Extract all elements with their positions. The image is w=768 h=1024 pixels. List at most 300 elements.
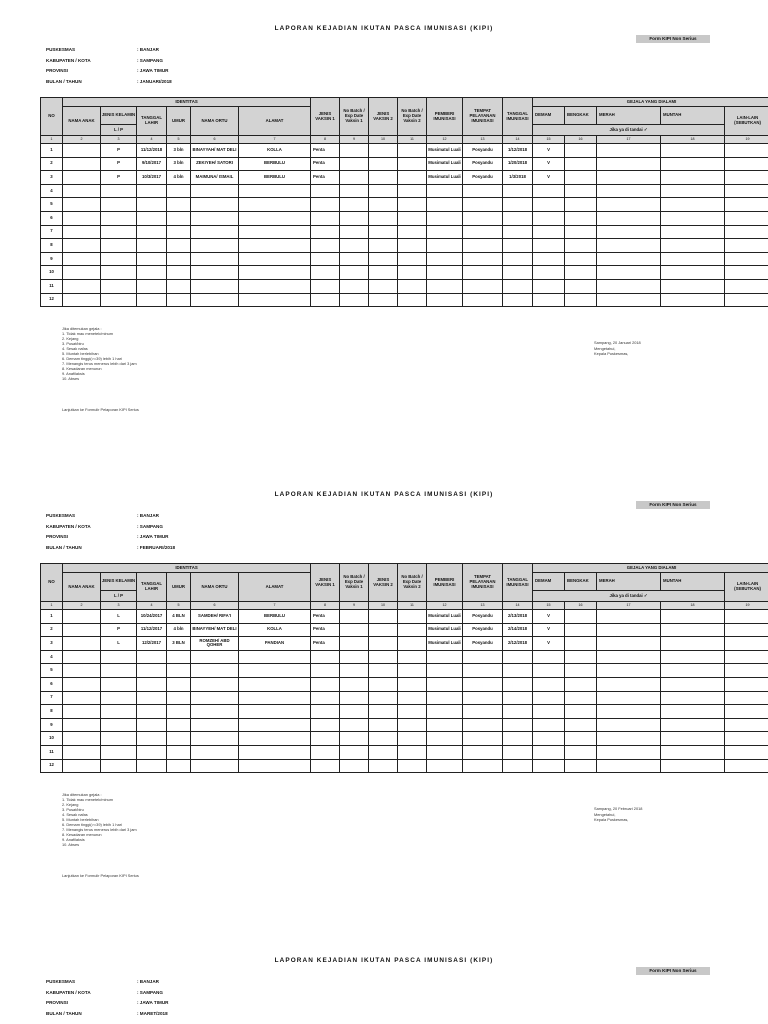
no-batch-1-cell	[340, 745, 369, 759]
tanggal-imunisasi-cell: 1/3/2018	[503, 171, 533, 185]
tanggal-lahir-cell	[137, 664, 167, 678]
muntah-cell	[661, 225, 725, 239]
signature-block	[594, 340, 641, 357]
nama-ortu-cell	[191, 198, 239, 212]
nama-anak-cell	[63, 198, 101, 212]
row-number: 9	[41, 718, 63, 732]
umur-cell	[167, 705, 191, 719]
column-number: 13	[463, 136, 503, 144]
bengkak-cell	[565, 759, 597, 773]
meta-value-puskesmas: : BANJAR	[137, 979, 159, 984]
tempat-cell: Posyandu	[463, 623, 503, 637]
nama-ortu-cell: ROMZEH/ ABD QOHER	[191, 637, 239, 651]
pemberi-cell	[427, 198, 463, 212]
muntah-cell	[661, 677, 725, 691]
lp-cell: P	[101, 623, 137, 637]
muntah-cell	[661, 705, 725, 719]
header-no: NO	[41, 98, 63, 136]
nama-ortu-cell	[191, 239, 239, 253]
column-number: 7	[239, 602, 311, 610]
header-pemberi: PEMBERI IMUNISASI	[427, 564, 463, 602]
note-line: 7. Menangis terus menerus lebih dari 3 jam	[62, 361, 137, 367]
column-number: 14	[503, 602, 533, 610]
tanggal-imunisasi-cell	[503, 732, 533, 746]
merah-cell	[597, 623, 661, 637]
header-demam: DEMAM	[533, 573, 565, 591]
demam-cell	[533, 184, 565, 198]
jenis-vaksin-1-cell	[311, 705, 340, 719]
jenis-vaksin-1-cell	[311, 211, 340, 225]
no-batch-1-cell	[340, 718, 369, 732]
tanggal-imunisasi-cell: 2/12/2018	[503, 637, 533, 651]
alamat-cell	[239, 293, 311, 307]
report-page-march	[0, 932, 768, 1024]
tempat-cell	[463, 252, 503, 266]
no-batch-2-cell	[398, 650, 427, 664]
lain-lain-cell	[725, 664, 768, 678]
table-row	[41, 198, 768, 212]
alamat-cell: KOLLA	[239, 623, 311, 637]
tanggal-lahir-cell	[137, 745, 167, 759]
demam-cell	[533, 225, 565, 239]
table-row	[41, 239, 768, 253]
nama-ortu-cell	[191, 266, 239, 280]
merah-cell	[597, 266, 661, 280]
tanggal-lahir-cell	[137, 650, 167, 664]
nama-ortu-cell	[191, 650, 239, 664]
table-row	[41, 225, 768, 239]
nama-anak-cell	[63, 211, 101, 225]
tanggal-imunisasi-cell	[503, 664, 533, 678]
alamat-cell	[239, 677, 311, 691]
demam-cell	[533, 266, 565, 280]
pemberi-cell	[427, 691, 463, 705]
alamat-cell	[239, 745, 311, 759]
column-number: 18	[661, 136, 725, 144]
umur-cell: 3 BLN	[167, 637, 191, 651]
pemberi-cell: Musimatul Luali	[427, 623, 463, 637]
muntah-cell	[661, 279, 725, 293]
nama-anak-cell	[63, 637, 101, 651]
tanggal-lahir-cell	[137, 718, 167, 732]
header-alamat: ALAMAT	[239, 107, 311, 136]
kipi-table	[40, 97, 768, 307]
muntah-cell	[661, 266, 725, 280]
column-number: 16	[565, 136, 597, 144]
lain-lain-cell	[725, 266, 768, 280]
bengkak-cell	[565, 691, 597, 705]
jenis-vaksin-1-cell: Penta	[311, 623, 340, 637]
tanggal-imunisasi-cell	[503, 745, 533, 759]
tanggal-imunisasi-cell	[503, 239, 533, 253]
tanggal-imunisasi-cell	[503, 759, 533, 773]
column-number: 6	[191, 602, 239, 610]
pemberi-cell	[427, 293, 463, 307]
tanggal-lahir-cell	[137, 759, 167, 773]
tanggal-imunisasi-cell	[503, 184, 533, 198]
no-batch-2-cell	[398, 293, 427, 307]
lp-cell	[101, 650, 137, 664]
jenis-vaksin-1-cell	[311, 691, 340, 705]
jenis-vaksin-2-cell	[369, 211, 398, 225]
table-row	[41, 718, 768, 732]
bengkak-cell	[565, 266, 597, 280]
column-number: 19	[725, 602, 768, 610]
table-row	[41, 759, 768, 773]
row-number: 9	[41, 252, 63, 266]
tempat-cell	[463, 745, 503, 759]
tempat-cell	[463, 293, 503, 307]
merah-cell	[597, 732, 661, 746]
lp-cell: P	[101, 157, 137, 171]
jenis-vaksin-2-cell	[369, 225, 398, 239]
nama-anak-cell	[63, 718, 101, 732]
tempat-cell	[463, 225, 503, 239]
tanggal-lahir-cell	[137, 732, 167, 746]
header-jika-ya: Jika ya di tandai ✓	[533, 591, 725, 602]
header-tanggal-lahir: TANGGAL LAHIR	[137, 573, 167, 602]
nama-ortu-cell	[191, 718, 239, 732]
muntah-cell	[661, 745, 725, 759]
pemberi-cell	[427, 252, 463, 266]
note-line: 3. Pusat/biru	[62, 341, 84, 347]
bengkak-cell	[565, 623, 597, 637]
meta-value-puskesmas: : BANJAR	[137, 513, 159, 518]
demam-cell	[533, 759, 565, 773]
muntah-cell	[661, 252, 725, 266]
lp-cell: P	[101, 171, 137, 185]
tanggal-lahir-cell	[137, 239, 167, 253]
bengkak-cell	[565, 252, 597, 266]
header-jenis-vaksin-1: JENIS VAKSIN 1	[311, 98, 340, 136]
alamat-cell	[239, 239, 311, 253]
column-number: 12	[427, 136, 463, 144]
note-line: 5. Muntah berlebihan	[62, 351, 99, 357]
nama-ortu-cell	[191, 252, 239, 266]
merah-cell	[597, 664, 661, 678]
nama-anak-cell	[63, 239, 101, 253]
pemberi-cell: Musimatul Luali	[427, 157, 463, 171]
header-lp: L / P	[101, 125, 137, 136]
column-number: 3	[101, 136, 137, 144]
meta-label-provinsi: PROVINSI	[46, 68, 68, 73]
column-number: 12	[427, 602, 463, 610]
header-merah: MERAH	[597, 107, 661, 125]
umur-cell	[167, 650, 191, 664]
tanggal-imunisasi-cell	[503, 718, 533, 732]
form-badge: Form KIPI Non Serius	[636, 501, 710, 509]
lain-lain-cell	[725, 239, 768, 253]
muntah-cell	[661, 211, 725, 225]
nama-ortu-cell	[191, 732, 239, 746]
meta-label-provinsi: PROVINSI	[46, 1000, 68, 1005]
row-number: 10	[41, 266, 63, 280]
bengkak-cell	[565, 239, 597, 253]
tanggal-lahir-cell: 9/10/2017	[137, 157, 167, 171]
demam-cell: V	[533, 610, 565, 624]
no-batch-2-cell	[398, 239, 427, 253]
table-row	[41, 252, 768, 266]
pemberi-cell: Musimatul Luali	[427, 171, 463, 185]
jenis-vaksin-1-cell	[311, 650, 340, 664]
row-number: 1	[41, 144, 63, 158]
merah-cell	[597, 225, 661, 239]
header-identitas: IDENTITAS	[63, 98, 311, 107]
table-row	[41, 171, 768, 185]
no-batch-1-cell	[340, 157, 369, 171]
merah-cell	[597, 705, 661, 719]
nama-anak-cell	[63, 745, 101, 759]
muntah-cell	[661, 623, 725, 637]
report-meta	[46, 47, 306, 89]
nama-ortu-cell	[191, 691, 239, 705]
table-row	[41, 705, 768, 719]
no-batch-1-cell	[340, 732, 369, 746]
umur-cell	[167, 279, 191, 293]
signature-block	[594, 806, 642, 823]
jenis-vaksin-2-cell	[369, 144, 398, 158]
row-number: 2	[41, 623, 63, 637]
lain-lain-cell	[725, 718, 768, 732]
merah-cell	[597, 157, 661, 171]
lain-lain-cell	[725, 610, 768, 624]
meta-label-provinsi: PROVINSI	[46, 534, 68, 539]
jenis-vaksin-2-cell	[369, 718, 398, 732]
lp-cell: L	[101, 637, 137, 651]
no-batch-2-cell	[398, 705, 427, 719]
lain-lain-cell	[725, 745, 768, 759]
table-row	[41, 266, 768, 280]
column-number: 3	[101, 602, 137, 610]
lp-cell: L	[101, 610, 137, 624]
alamat-cell	[239, 198, 311, 212]
muntah-cell	[661, 664, 725, 678]
table-row	[41, 279, 768, 293]
lp-cell	[101, 211, 137, 225]
no-batch-1-cell	[340, 266, 369, 280]
jenis-vaksin-2-cell	[369, 239, 398, 253]
meta-value-provinsi: : JAWA TIMUR	[137, 68, 169, 73]
row-number: 2	[41, 157, 63, 171]
no-batch-2-cell	[398, 745, 427, 759]
muntah-cell	[661, 691, 725, 705]
lp-cell	[101, 677, 137, 691]
column-number: 4	[137, 602, 167, 610]
row-number: 4	[41, 184, 63, 198]
muntah-cell	[661, 650, 725, 664]
pemberi-cell	[427, 718, 463, 732]
nama-anak-cell	[63, 171, 101, 185]
jenis-vaksin-1-cell	[311, 718, 340, 732]
lp-cell	[101, 691, 137, 705]
column-number: 18	[661, 602, 725, 610]
umur-cell	[167, 211, 191, 225]
jenis-vaksin-2-cell	[369, 184, 398, 198]
nama-ortu-cell	[191, 705, 239, 719]
header-tempat: TEMPAT PELAYANAN IMUNISASI	[463, 564, 503, 602]
row-number: 12	[41, 293, 63, 307]
bengkak-cell	[565, 293, 597, 307]
column-number: 7	[239, 136, 311, 144]
row-number: 1	[41, 610, 63, 624]
header-jenis-kelamin: JENIS KELAMIN	[101, 573, 137, 591]
merah-cell	[597, 211, 661, 225]
pemberi-cell	[427, 266, 463, 280]
column-number: 8	[311, 602, 340, 610]
column-number: 9	[340, 136, 369, 144]
no-batch-2-cell	[398, 623, 427, 637]
bengkak-cell	[565, 198, 597, 212]
tanggal-imunisasi-cell	[503, 650, 533, 664]
umur-cell: 4 BLN	[167, 610, 191, 624]
umur-cell	[167, 198, 191, 212]
umur-cell	[167, 239, 191, 253]
demam-cell	[533, 664, 565, 678]
header-nama-anak: NAMA ANAK	[63, 107, 101, 136]
table-row	[41, 691, 768, 705]
nama-ortu-cell	[191, 211, 239, 225]
bengkak-cell	[565, 732, 597, 746]
pemberi-cell: Musimatul Luali	[427, 637, 463, 651]
kipi-table	[40, 563, 768, 773]
pemberi-cell	[427, 239, 463, 253]
demam-cell: V	[533, 623, 565, 637]
header-jenis-vaksin-2: JENIS VAKSIN 2	[369, 98, 398, 136]
tanggal-lahir-cell: 10/24/2017	[137, 610, 167, 624]
demam-cell	[533, 705, 565, 719]
meta-label-puskesmas: PUSKESMAS	[46, 979, 76, 984]
bengkak-cell	[565, 637, 597, 651]
lp-cell	[101, 279, 137, 293]
alamat-cell	[239, 732, 311, 746]
tanggal-imunisasi-cell: 2/14/2018	[503, 623, 533, 637]
nama-ortu-cell	[191, 293, 239, 307]
header-bengkak: BENGKAK	[565, 573, 597, 591]
muntah-cell	[661, 718, 725, 732]
pemberi-cell	[427, 211, 463, 225]
jenis-vaksin-1-cell	[311, 293, 340, 307]
row-number: 7	[41, 691, 63, 705]
no-batch-2-cell	[398, 718, 427, 732]
header-gejala: GEJALA YANG DIALAMI	[533, 98, 768, 107]
nama-anak-cell	[63, 293, 101, 307]
nama-ortu-cell: SAMDEH/ RIFA'I	[191, 610, 239, 624]
row-number: 8	[41, 239, 63, 253]
demam-cell	[533, 198, 565, 212]
jenis-vaksin-2-cell	[369, 664, 398, 678]
jenis-vaksin-2-cell	[369, 252, 398, 266]
no-batch-2-cell	[398, 677, 427, 691]
merah-cell	[597, 610, 661, 624]
bengkak-cell	[565, 705, 597, 719]
jenis-vaksin-2-cell	[369, 198, 398, 212]
pemberi-cell	[427, 677, 463, 691]
merah-cell	[597, 745, 661, 759]
demam-cell	[533, 239, 565, 253]
jenis-vaksin-1-cell: Penta	[311, 157, 340, 171]
tempat-cell: Posyandu	[463, 144, 503, 158]
alamat-cell	[239, 225, 311, 239]
tempat-cell	[463, 677, 503, 691]
jenis-vaksin-2-cell	[369, 650, 398, 664]
tanggal-imunisasi-cell: 1/12/2018	[503, 144, 533, 158]
no-batch-2-cell	[398, 610, 427, 624]
tanggal-imunisasi-cell	[503, 198, 533, 212]
form-badge: Form KIPI Non Serius	[636, 35, 710, 43]
jenis-vaksin-2-cell	[369, 745, 398, 759]
umur-cell	[167, 745, 191, 759]
no-batch-1-cell	[340, 239, 369, 253]
bengkak-cell	[565, 144, 597, 158]
jenis-vaksin-1-cell	[311, 266, 340, 280]
header-jenis-vaksin-2: JENIS VAKSIN 2	[369, 564, 398, 602]
muntah-cell	[661, 610, 725, 624]
header-jika-ya: Jika ya di tandai ✓	[533, 125, 725, 136]
jenis-vaksin-2-cell	[369, 610, 398, 624]
header-no-batch-2: No Batch / Exp Date Vaksin 2	[398, 98, 427, 136]
no-batch-1-cell	[340, 144, 369, 158]
meta-value-kabupaten: : SAMPANG	[137, 523, 163, 529]
column-number: 17	[597, 602, 661, 610]
demam-cell	[533, 211, 565, 225]
report-page-january	[0, 0, 768, 466]
meta-label-kabupaten: KABUPATEN / KOTA	[46, 57, 91, 63]
alamat-cell: PANDIAN	[239, 637, 311, 651]
jenis-vaksin-2-cell	[369, 705, 398, 719]
nama-anak-cell	[63, 157, 101, 171]
header-jenis-kelamin: JENIS KELAMIN	[101, 107, 137, 125]
alamat-cell: BERBULU	[239, 157, 311, 171]
lp-cell	[101, 745, 137, 759]
alamat-cell: BERBULU	[239, 610, 311, 624]
umur-cell	[167, 266, 191, 280]
header-no-batch-2: No Batch / Exp Date Vaksin 2	[398, 564, 427, 602]
no-batch-1-cell	[340, 184, 369, 198]
jenis-vaksin-2-cell	[369, 732, 398, 746]
column-number: 11	[398, 136, 427, 144]
header-bengkak: BENGKAK	[565, 107, 597, 125]
note-line: 7. Menangis terus menerus lebih dari 3 jam	[62, 827, 137, 833]
jenis-vaksin-1-cell	[311, 677, 340, 691]
note-line: 2. Kejang	[62, 802, 79, 808]
column-number: 16	[565, 602, 597, 610]
no-batch-1-cell	[340, 691, 369, 705]
muntah-cell	[661, 732, 725, 746]
jenis-vaksin-1-cell	[311, 252, 340, 266]
tempat-cell	[463, 718, 503, 732]
column-number: 15	[533, 602, 565, 610]
umur-cell	[167, 677, 191, 691]
alamat-cell	[239, 650, 311, 664]
lain-lain-cell	[725, 650, 768, 664]
bengkak-cell	[565, 225, 597, 239]
meta-label-bulan: BULAN / TAHUN	[46, 544, 82, 550]
no-batch-1-cell	[340, 293, 369, 307]
demam-cell	[533, 691, 565, 705]
bengkak-cell	[565, 677, 597, 691]
tempat-cell	[463, 650, 503, 664]
lp-cell	[101, 705, 137, 719]
jenis-vaksin-1-cell: Penta	[311, 637, 340, 651]
row-number: 5	[41, 664, 63, 678]
continuation-note: Lanjutkan ke Formulir Pelaporan KIPI Serius	[62, 873, 139, 878]
tempat-cell	[463, 198, 503, 212]
demam-cell	[533, 293, 565, 307]
header-alamat: ALAMAT	[239, 573, 311, 602]
jenis-vaksin-1-cell	[311, 759, 340, 773]
jenis-vaksin-2-cell	[369, 293, 398, 307]
no-batch-1-cell	[340, 211, 369, 225]
